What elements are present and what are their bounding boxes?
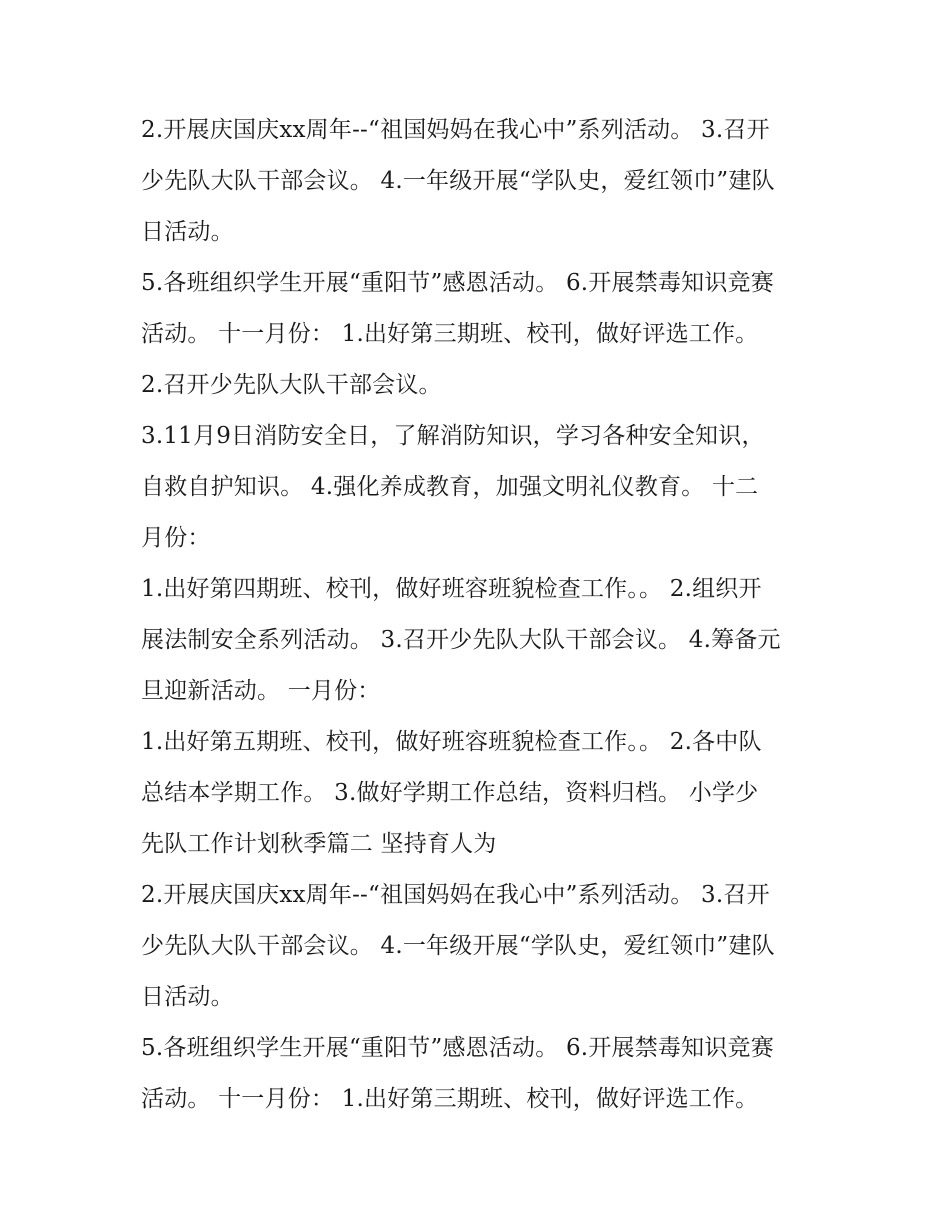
text-line: 总结本学期工作。 3.做好学期工作总结，资料归档。 小学少 <box>141 780 759 806</box>
text-line: 1.出好第四期班、校刊，做好班容班貌检查工作。。 2.组织开 <box>141 576 762 602</box>
text-line: 2.召开少先队大队干部会议。 <box>141 372 442 398</box>
text-line: 5.各班组织学生开展“重阳节”感恩活动。 6.开展禁毒知识竞赛 <box>141 1035 774 1061</box>
text-line: 5.各班组织学生开展“重阳节”感恩活动。 6.开展禁毒知识竞赛 <box>141 270 774 296</box>
text-line: 3.11月9日消防安全日，了解消防知识，学习各种安全知识， <box>141 423 765 449</box>
text-line: 月份： <box>141 525 211 551</box>
text-line: 展法制安全系列活动。 3.召开少先队大队干部会议。 4.筹备元 <box>141 627 781 653</box>
text-line: 活动。 十一月份： 1.出好第三期班、校刊，做好评选工作。 <box>141 1086 759 1112</box>
text-line: 活动。 十一月份： 1.出好第三期班、校刊，做好评选工作。 <box>141 321 759 347</box>
text-line: 2.开展庆国庆xx周年--“祖国妈妈在我心中”系列活动。 3.召开 <box>141 882 770 908</box>
text-line: 少先队大队干部会议。 4.一年级开展“学队史，爱红领巾”建队 <box>141 933 775 959</box>
document-body <box>141 105 821 1125</box>
text-line: 1.出好第五期班、校刊，做好班容班貌检查工作。。 2.各中队 <box>141 729 762 755</box>
text-line: 旦迎新活动。 一月份： <box>141 678 381 704</box>
text-line: 2.开展庆国庆xx周年--“祖国妈妈在我心中”系列活动。 3.召开 <box>141 117 770 143</box>
text-line: 先队工作计划秋季篇二 坚持育人为 <box>141 831 497 857</box>
text-line: 日活动。 <box>141 219 234 245</box>
text-line: 日活动。 <box>141 984 234 1010</box>
text-line: 自救自护知识。 4.强化养成教育，加强文明礼仪教育。 十二 <box>141 474 759 500</box>
text-line: 少先队大队干部会议。 4.一年级开展“学队史，爱红领巾”建队 <box>141 168 775 194</box>
